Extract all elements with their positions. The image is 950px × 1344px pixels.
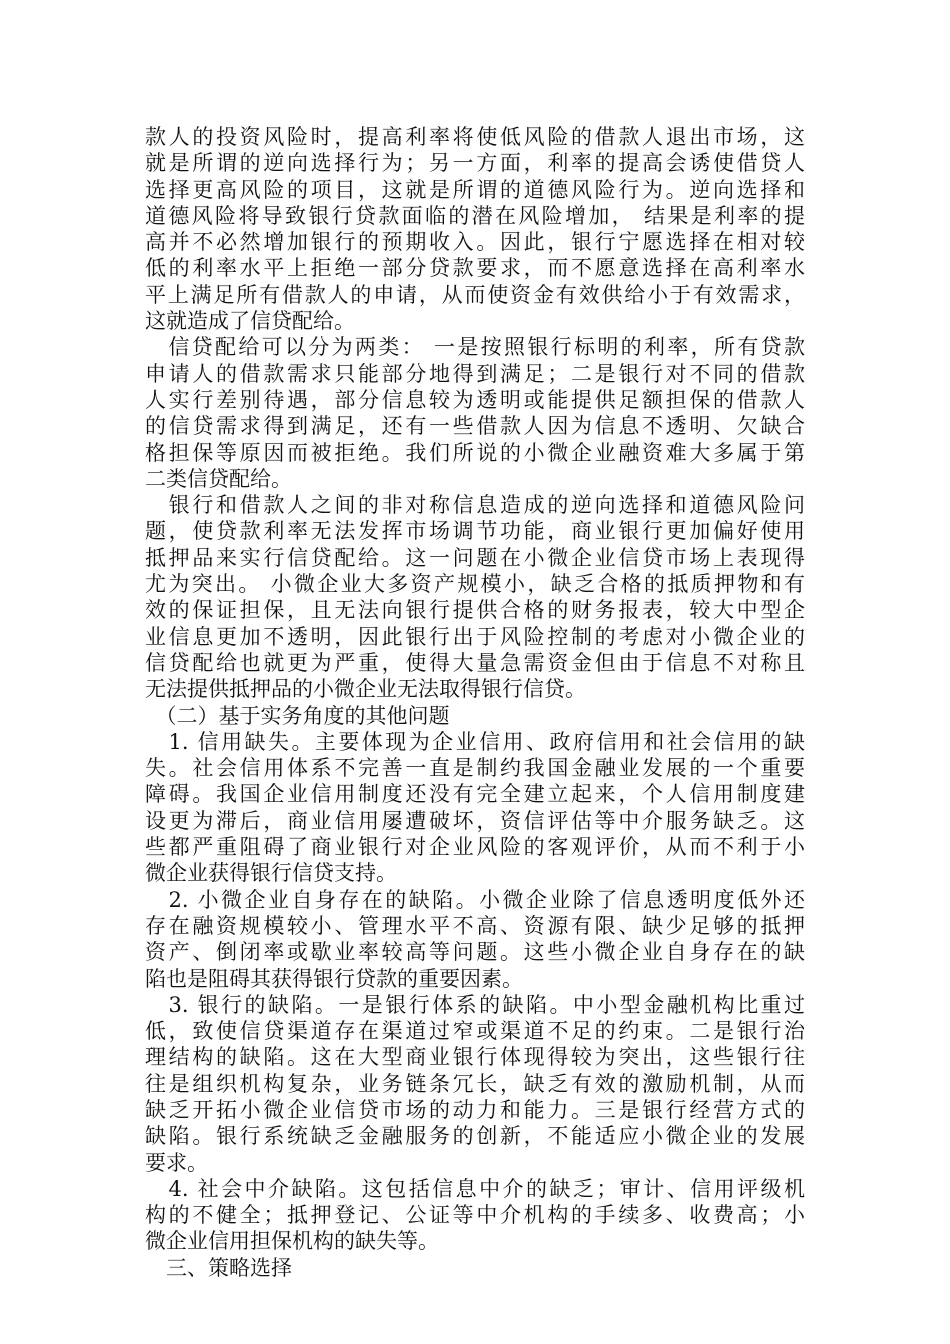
text-line: 信贷配给可以分为两类： 一是按照银行标明的利率，所有贷款	[145, 335, 805, 360]
text-line: 抵押品来实行信贷配给。这一问题在小微企业信贷市场上表现得	[145, 545, 805, 570]
text-line: 选择更高风险的项目，这就是所谓的道德风险行为。逆向选择和	[145, 177, 805, 202]
text-line: 这就造成了信贷配给。	[145, 309, 355, 334]
text-line: 申请人的借款需求只能部分地得到满足；二是银行对不同的借款	[145, 361, 805, 386]
text-line: 陷也是阻碍其获得银行贷款的重要因素。	[145, 966, 523, 991]
text-line: 失。社会信用体系不完善一直是制约我国金融业发展的一个重要	[145, 756, 805, 781]
text-line: 存在融资规模较小、管理水平不高、资源有限、缺少足够的抵押	[145, 913, 805, 938]
text-line: 4. 社会中介缺陷。这包括信息中介的缺乏；审计、信用评级机	[145, 1176, 805, 1201]
text-line: 道德风险将导致银行贷款面临的潜在风险增加， 结果是利率的提	[145, 203, 805, 228]
text-line: 格担保等原因而被拒绝。我们所说的小微企业融资难大多属于第	[145, 440, 805, 465]
text-line: 微企业信用担保机构的缺失等。	[145, 1229, 439, 1254]
text-line: 些都严重阻碍了商业银行对企业风险的客观评价，从而不利于小	[145, 835, 805, 860]
text-line: 三、策略选择	[145, 1255, 292, 1280]
text-line: 款人的投资风险时，提高利率将使低风险的借款人退出市场，这	[145, 125, 805, 149]
text-line: 人实行差别待遇，部分信息较为透明或能提供足额担保的借款人	[145, 387, 805, 412]
text-line: 1. 信用缺失。主要体现为企业信用、政府信用和社会信用的缺	[145, 729, 805, 754]
text-line: 的信贷需求得到满足，还有一些借款人因为信息不透明、欠缺合	[145, 414, 805, 439]
text-line: 信贷配给也就更为严重，使得大量急需资金但由于信息不对称且	[145, 650, 805, 675]
text-line: 资产、倒闭率或歇业率较高等问题。这些小微企业自身存在的缺	[145, 940, 805, 965]
text-line: 构的不健全；抵押登记、公证等中介机构的手续多、收费高；小	[145, 1203, 805, 1228]
text-line: （二）基于实务角度的其他问题	[145, 703, 450, 728]
text-line: 业信息更加不透明，因此银行出于风险控制的考虑对小微企业的	[145, 624, 805, 649]
text-line: 低，致使信贷渠道存在渠道过窄或渠道不足的约束。二是银行治	[145, 1019, 805, 1044]
text-line: 就是所谓的逆向选择行为；另一方面，利率的提高会诱使借贷人	[145, 151, 805, 176]
text-line: 缺乏开拓小微企业信贷市场的动力和能力。三是银行经营方式的	[145, 1097, 805, 1122]
text-line: 3. 银行的缺陷。一是银行体系的缺陷。中小型金融机构比重过	[145, 992, 805, 1017]
text-line: 障碍。我国企业信用制度还没有完全建立起来，个人信用制度建	[145, 782, 805, 807]
text-line: 微企业获得银行信贷支持。	[145, 861, 397, 886]
text-line: 平上满足所有借款人的申请，从而使资金有效供给小于有效需求，	[145, 282, 805, 307]
text-line: 低的利率水平上拒绝一部分贷款要求，而不愿意选择在高利率水	[145, 256, 805, 281]
text-line: 要求。	[145, 1150, 208, 1175]
text-line: 高并不必然增加银行的预期收入。因此，银行宁愿选择在相对较	[145, 230, 805, 255]
text-line: 效的保证担保，且无法向银行提供合格的财务报表，较大中型企	[145, 598, 805, 623]
text-line: 理结构的缺陷。这在大型商业银行体现得较为突出，这些银行往	[145, 1045, 805, 1070]
text-line: 无法提供抵押品的小微企业无法取得银行信贷。	[145, 677, 586, 702]
text-line: 二类信贷配给。	[145, 466, 292, 491]
text-line: 设更为滞后，商业信用屡遭破坏，资信评估等中介服务缺乏。这	[145, 808, 805, 833]
text-line: 尤为突出。 小微企业大多资产规模小，缺乏合格的抵质押物和有	[145, 572, 805, 597]
text-line: 题，使贷款利率无法发挥市场调节功能，商业银行更加偏好使用	[145, 519, 805, 544]
text-line: 银行和借款人之间的非对称信息造成的逆向选择和道德风险问	[145, 493, 805, 518]
text-line: 往是组织机构复杂，业务链条冗长，缺乏有效的激励机制，从而	[145, 1071, 805, 1096]
text-line: 2. 小微企业自身存在的缺陷。小微企业除了信息透明度低外还	[145, 887, 805, 912]
text-line: 缺陷。银行系统缺乏金融服务的创新，不能适应小微企业的发展	[145, 1124, 805, 1149]
document-body-text	[145, 124, 805, 1281]
